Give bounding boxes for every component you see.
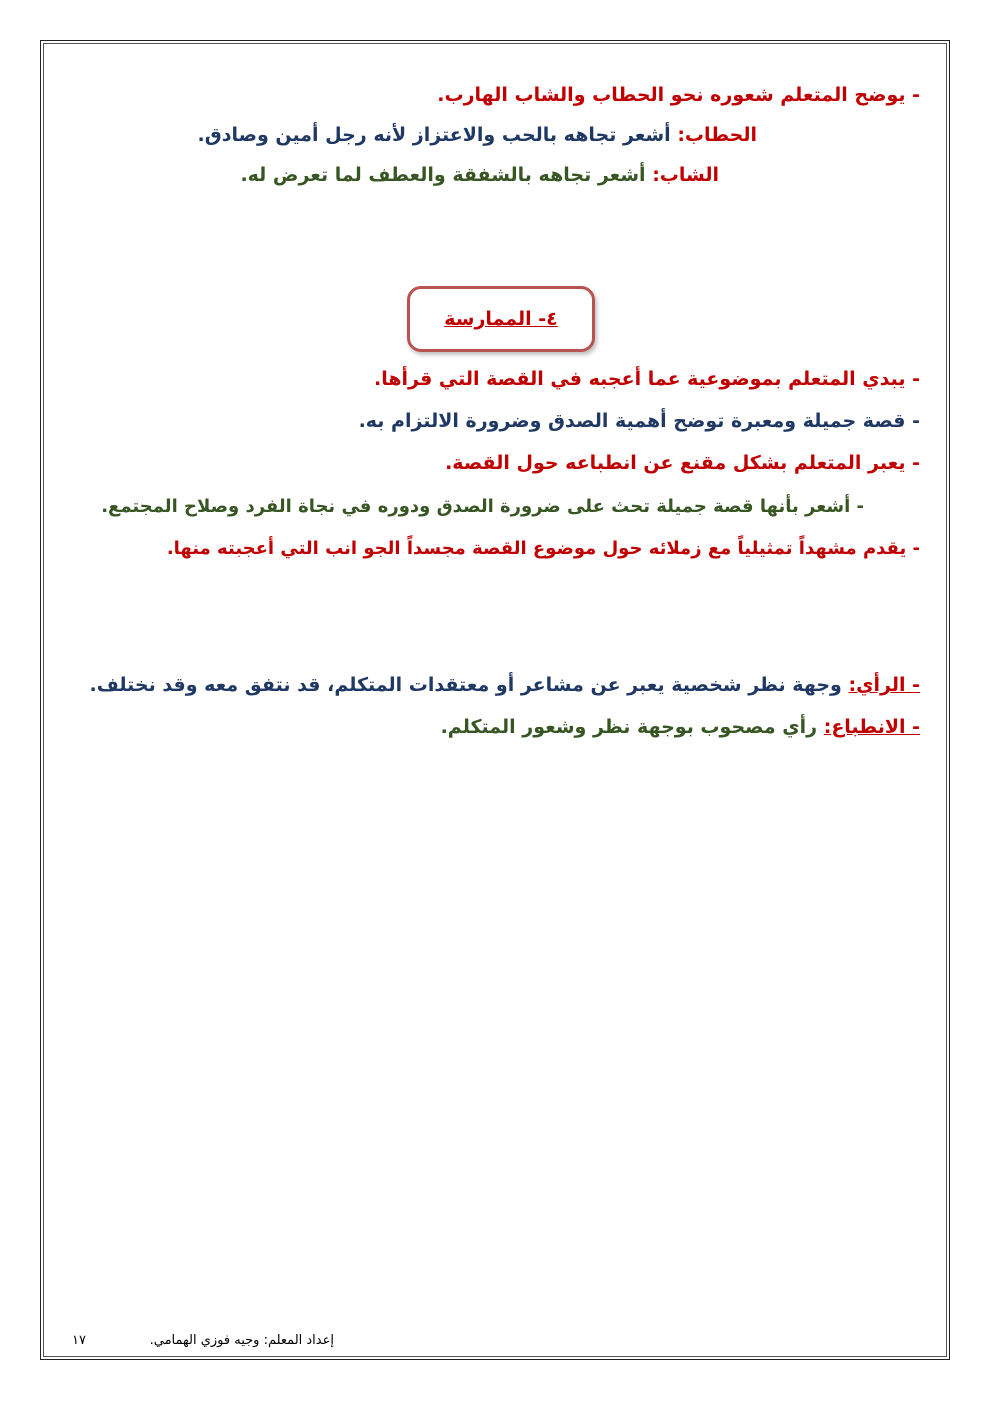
practice-line-2: - قصة جميلة ومعبرة توضح أهمية الصدق وضرورة الالتزام به. xyxy=(358,410,920,432)
woodcutter-label: الحطاب: xyxy=(677,124,757,146)
footer-author: إعداد المعلم: وجيه فوزي الهمامي. xyxy=(149,1333,334,1348)
page-border xyxy=(40,40,950,1360)
practice-line-1: - يبدي المتعلم بموضوعية عما أعجبه في القصة التي قرأها. xyxy=(374,368,920,390)
practice-line-4: - أشعر بأنها قصة جميلة تحث على ضرورة الصدق ودوره في نجاة الفرد وصلاح المجتمع. xyxy=(101,496,864,517)
woodcutter-text: أشعر تجاهه بالحب والاعتزاز لأنه رجل أمين وصادق. xyxy=(197,124,678,146)
practice-heading: ٤- الممارسة xyxy=(444,308,558,330)
youth-label: الشاب: xyxy=(652,164,719,186)
definition-impression xyxy=(441,714,920,740)
page-number: ١٧ xyxy=(72,1333,86,1348)
intro-line-1: - يوضح المتعلم شعوره نحو الحطاب والشاب الهارب. xyxy=(437,84,920,106)
practice-heading-box xyxy=(407,286,595,352)
practice-line-3: - يعبر المتعلم بشكل مقنع عن انطباعه حول القصة. xyxy=(445,452,920,474)
opinion-text: وجهة نظر شخصية يعبر عن مشاعر أو معتقدات المتكلم، قد نتفق معه وقد نختلف. xyxy=(89,674,849,696)
impression-text: رأي مصحوب بوجهة نظر وشعور المتكلم. xyxy=(440,716,824,738)
practice-line-5: - يقدم مشهداً تمثيلياً مع زملائه حول موضوع القصة مجسداً الجو انب التي أعجبته منها. xyxy=(166,538,920,559)
intro-line-3 xyxy=(240,162,719,188)
intro-line-2 xyxy=(198,122,757,148)
definition-opinion xyxy=(90,672,920,698)
opinion-label: - الرأي: xyxy=(848,674,920,696)
youth-text: أشعر تجاهه بالشفقة والعطف لما تعرض له. xyxy=(240,164,653,186)
impression-label: - الانطباع: xyxy=(823,716,920,738)
